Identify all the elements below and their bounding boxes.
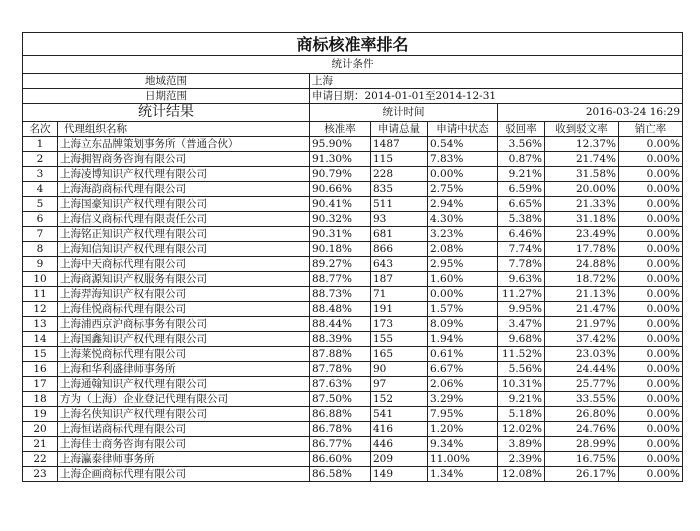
approval-rate-cell: 86.77% <box>310 437 371 452</box>
notice-rate-cell: 21.33% <box>545 197 619 212</box>
rank-cell: 8 <box>23 242 58 257</box>
table-row <box>23 287 683 302</box>
dead-rate-cell: 0.00% <box>619 347 683 362</box>
notice-rate-cell: 21.13% <box>545 287 619 302</box>
pending-rate-cell: 2.75% <box>428 182 498 197</box>
dead-rate-cell: 0.00% <box>619 212 683 227</box>
application-total-cell: 191 <box>371 302 428 317</box>
col-header-name: 代理组织名称 <box>58 122 310 137</box>
dead-rate-cell: 0.00% <box>619 317 683 332</box>
rank-cell: 11 <box>23 287 58 302</box>
org-name-cell: 上海国豪知识产权代理有限公司 <box>58 197 310 212</box>
org-name-cell: 上海羿海知识产权有限公司 <box>58 287 310 302</box>
table-row <box>23 467 683 482</box>
application-total-cell: 835 <box>371 182 428 197</box>
reject-rate-cell: 5.18% <box>498 407 545 422</box>
col-header-reject: 驳回率 <box>498 122 545 137</box>
dead-rate-cell: 0.00% <box>619 257 683 272</box>
rank-cell: 13 <box>23 317 58 332</box>
rank-cell: 17 <box>23 377 58 392</box>
table-row <box>23 302 683 317</box>
pending-rate-cell: 1.60% <box>428 272 498 287</box>
dead-rate-cell: 0.00% <box>619 242 683 257</box>
table-row <box>23 242 683 257</box>
dead-rate-cell: 0.00% <box>619 467 683 482</box>
approval-rate-cell: 87.78% <box>310 362 371 377</box>
notice-rate-cell: 21.97% <box>545 317 619 332</box>
reject-rate-cell: 5.56% <box>498 362 545 377</box>
pending-rate-cell: 4.30% <box>428 212 498 227</box>
rank-cell: 6 <box>23 212 58 227</box>
col-header-notice: 收到驳文率 <box>545 122 619 137</box>
pending-rate-cell: 3.29% <box>428 392 498 407</box>
approval-rate-cell: 86.88% <box>310 407 371 422</box>
approval-rate-cell: 86.60% <box>310 452 371 467</box>
reject-rate-cell: 2.39% <box>498 452 545 467</box>
dead-rate-cell: 0.00% <box>619 137 683 152</box>
org-name-cell: 上海佳士商务咨询有限公司 <box>58 437 310 452</box>
notice-rate-cell: 16.75% <box>545 452 619 467</box>
org-name-cell: 上海莱悦商标代理有限公司 <box>58 347 310 362</box>
rank-cell: 10 <box>23 272 58 287</box>
dead-rate-cell: 0.00% <box>619 152 683 167</box>
approval-rate-cell: 88.77% <box>310 272 371 287</box>
org-name-cell: 上海浦西京沪商标事务有限公司 <box>58 317 310 332</box>
notice-rate-cell: 25.77% <box>545 377 619 392</box>
rank-cell: 4 <box>23 182 58 197</box>
org-name-cell: 上海商源知识产权服务有限公司 <box>58 272 310 287</box>
pending-rate-cell: 0.61% <box>428 347 498 362</box>
approval-rate-cell: 90.66% <box>310 182 371 197</box>
table-row <box>23 422 683 437</box>
rank-cell: 1 <box>23 137 58 152</box>
dead-rate-cell: 0.00% <box>619 182 683 197</box>
rank-cell: 21 <box>23 437 58 452</box>
application-total-cell: 511 <box>371 197 428 212</box>
approval-rate-cell: 88.73% <box>310 287 371 302</box>
pending-rate-cell: 3.23% <box>428 227 498 242</box>
reject-rate-cell: 11.52% <box>498 347 545 362</box>
table-row <box>23 362 683 377</box>
table-row <box>23 317 683 332</box>
table-row <box>23 437 683 452</box>
pending-rate-cell: 0.54% <box>428 137 498 152</box>
approval-rate-cell: 87.63% <box>310 377 371 392</box>
dead-rate-cell: 0.00% <box>619 287 683 302</box>
application-total-cell: 228 <box>371 167 428 182</box>
pending-rate-cell: 1.34% <box>428 467 498 482</box>
org-name-cell: 上海海韵商标代理有限公司 <box>58 182 310 197</box>
application-total-cell: 90 <box>371 362 428 377</box>
notice-rate-cell: 31.18% <box>545 212 619 227</box>
org-name-cell: 上海铭正知识产权代理有限公司 <box>58 227 310 242</box>
org-name-cell: 上海佳悦商标代理有限公司 <box>58 302 310 317</box>
rank-cell: 19 <box>23 407 58 422</box>
pending-rate-cell: 2.06% <box>428 377 498 392</box>
col-header-rank: 名次 <box>23 122 58 137</box>
application-total-cell: 152 <box>371 392 428 407</box>
application-total-cell: 173 <box>371 317 428 332</box>
reject-rate-cell: 9.21% <box>498 392 545 407</box>
reject-rate-cell: 9.21% <box>498 167 545 182</box>
dead-rate-cell: 0.00% <box>619 197 683 212</box>
approval-rate-cell: 90.41% <box>310 197 371 212</box>
rank-cell: 9 <box>23 257 58 272</box>
approval-rate-cell: 95.90% <box>310 137 371 152</box>
reject-rate-cell: 7.74% <box>498 242 545 257</box>
pending-rate-cell: 6.67% <box>428 362 498 377</box>
application-total-cell: 541 <box>371 407 428 422</box>
column-header-row <box>23 122 683 137</box>
pending-rate-cell: 2.08% <box>428 242 498 257</box>
rank-cell: 16 <box>23 362 58 377</box>
notice-rate-cell: 23.03% <box>545 347 619 362</box>
rank-cell: 23 <box>23 467 58 482</box>
date-label: 日期范围 <box>23 89 310 104</box>
table-row <box>23 377 683 392</box>
dead-rate-cell: 0.00% <box>619 422 683 437</box>
org-name-cell: 上海中天商标代理有限公司 <box>58 257 310 272</box>
org-name-cell: 上海国鑫知识产权代理有限公司 <box>58 332 310 347</box>
dead-rate-cell: 0.00% <box>619 332 683 347</box>
notice-rate-cell: 37.42% <box>545 332 619 347</box>
rank-cell: 18 <box>23 392 58 407</box>
application-total-cell: 446 <box>371 437 428 452</box>
approval-rate-cell: 86.58% <box>310 467 371 482</box>
reject-rate-cell: 3.89% <box>498 437 545 452</box>
approval-rate-cell: 91.30% <box>310 152 371 167</box>
application-total-cell: 209 <box>371 452 428 467</box>
rank-cell: 2 <box>23 152 58 167</box>
approval-rate-cell: 90.31% <box>310 227 371 242</box>
application-total-cell: 681 <box>371 227 428 242</box>
rank-cell: 15 <box>23 347 58 362</box>
approval-rate-cell: 90.32% <box>310 212 371 227</box>
reject-rate-cell: 10.31% <box>498 377 545 392</box>
reject-rate-cell: 3.56% <box>498 137 545 152</box>
notice-rate-cell: 24.76% <box>545 422 619 437</box>
table-row <box>23 272 683 287</box>
dead-rate-cell: 0.00% <box>619 362 683 377</box>
pending-rate-cell: 1.94% <box>428 332 498 347</box>
conditions-label: 统计条件 <box>23 56 683 74</box>
table-row <box>23 332 683 347</box>
application-total-cell: 416 <box>371 422 428 437</box>
rank-cell: 20 <box>23 422 58 437</box>
approval-rate-cell: 87.88% <box>310 347 371 362</box>
rank-cell: 5 <box>23 197 58 212</box>
date-value: 申请日期：2014-01-01至2014-12-31 <box>310 89 683 104</box>
notice-rate-cell: 28.99% <box>545 437 619 452</box>
rank-cell: 3 <box>23 167 58 182</box>
dead-rate-cell: 0.00% <box>619 167 683 182</box>
application-total-cell: 1487 <box>371 137 428 152</box>
col-header-total: 申请总量 <box>371 122 428 137</box>
pending-rate-cell: 8.09% <box>428 317 498 332</box>
org-name-cell: 上海知信知识产权代理有限公司 <box>58 242 310 257</box>
table-row <box>23 137 683 152</box>
results-label: 统计结果 <box>23 104 310 122</box>
approval-rate-cell: 86.78% <box>310 422 371 437</box>
org-name-cell: 上海企画商标代理有限公司 <box>58 467 310 482</box>
reject-rate-cell: 9.95% <box>498 302 545 317</box>
table-row <box>23 227 683 242</box>
org-name-cell: 方为（上海）企业登记代理有限公司 <box>58 392 310 407</box>
application-total-cell: 97 <box>371 377 428 392</box>
org-name-cell: 上海和华利盛律师事务所 <box>58 362 310 377</box>
dead-rate-cell: 0.00% <box>619 437 683 452</box>
org-name-cell: 上海瀛泰律师事务所 <box>58 452 310 467</box>
dead-rate-cell: 0.00% <box>619 227 683 242</box>
application-total-cell: 93 <box>371 212 428 227</box>
stat-time-value: 2016-03-24 16:29 <box>498 104 683 122</box>
rank-cell: 12 <box>23 302 58 317</box>
reject-rate-cell: 3.47% <box>498 317 545 332</box>
notice-rate-cell: 26.17% <box>545 467 619 482</box>
notice-rate-cell: 26.80% <box>545 407 619 422</box>
org-name-cell: 上海拥智商务咨询有限公司 <box>58 152 310 167</box>
reject-rate-cell: 9.63% <box>498 272 545 287</box>
reject-rate-cell: 6.65% <box>498 197 545 212</box>
pending-rate-cell: 1.57% <box>428 302 498 317</box>
table-row <box>23 182 683 197</box>
application-total-cell: 71 <box>371 287 428 302</box>
application-total-cell: 165 <box>371 347 428 362</box>
pending-rate-cell: 7.83% <box>428 152 498 167</box>
dead-rate-cell: 0.00% <box>619 272 683 287</box>
reject-rate-cell: 5.38% <box>498 212 545 227</box>
notice-rate-cell: 33.55% <box>545 392 619 407</box>
table-row <box>23 212 683 227</box>
org-name-cell: 上海凌博知识产权代理有限公司 <box>58 167 310 182</box>
approval-rate-cell: 87.50% <box>310 392 371 407</box>
application-total-cell: 187 <box>371 272 428 287</box>
rank-cell: 22 <box>23 452 58 467</box>
application-total-cell: 155 <box>371 332 428 347</box>
notice-rate-cell: 17.78% <box>545 242 619 257</box>
table-row <box>23 392 683 407</box>
reject-rate-cell: 0.87% <box>498 152 545 167</box>
notice-rate-cell: 24.88% <box>545 257 619 272</box>
reject-rate-cell: 12.08% <box>498 467 545 482</box>
application-total-cell: 643 <box>371 257 428 272</box>
ranking-table <box>22 32 683 482</box>
org-name-cell: 上海立东品牌策划事务所（普通合伙） <box>58 137 310 152</box>
table-row <box>23 152 683 167</box>
org-name-cell: 上海恒诺商标代理有限公司 <box>58 422 310 437</box>
rank-cell: 7 <box>23 227 58 242</box>
reject-rate-cell: 6.46% <box>498 227 545 242</box>
reject-rate-cell: 12.02% <box>498 422 545 437</box>
org-name-cell: 上海通翰知识产权代理有限公司 <box>58 377 310 392</box>
approval-rate-cell: 90.79% <box>310 167 371 182</box>
col-header-pending: 申请中状态 <box>428 122 498 137</box>
dead-rate-cell: 0.00% <box>619 377 683 392</box>
notice-rate-cell: 31.58% <box>545 167 619 182</box>
table-row <box>23 257 683 272</box>
org-name-cell: 上海名侠知识产权代理有限公司 <box>58 407 310 422</box>
region-label: 地域范围 <box>23 74 310 89</box>
pending-rate-cell: 11.00% <box>428 452 498 467</box>
application-total-cell: 866 <box>371 242 428 257</box>
dead-rate-cell: 0.00% <box>619 392 683 407</box>
notice-rate-cell: 12.37% <box>545 137 619 152</box>
notice-rate-cell: 21.47% <box>545 302 619 317</box>
pending-rate-cell: 0.00% <box>428 167 498 182</box>
application-total-cell: 115 <box>371 152 428 167</box>
pending-rate-cell: 0.00% <box>428 287 498 302</box>
reject-rate-cell: 11.27% <box>498 287 545 302</box>
notice-rate-cell: 23.49% <box>545 227 619 242</box>
pending-rate-cell: 7.95% <box>428 407 498 422</box>
pending-rate-cell: 2.94% <box>428 197 498 212</box>
notice-rate-cell: 24.44% <box>545 362 619 377</box>
reject-rate-cell: 9.68% <box>498 332 545 347</box>
rank-cell: 14 <box>23 332 58 347</box>
table-row <box>23 197 683 212</box>
org-name-cell: 上海信义商标代理有限责任公司 <box>58 212 310 227</box>
reject-rate-cell: 6.59% <box>498 182 545 197</box>
approval-rate-cell: 88.39% <box>310 332 371 347</box>
dead-rate-cell: 0.00% <box>619 452 683 467</box>
dead-rate-cell: 0.00% <box>619 302 683 317</box>
notice-rate-cell: 18.72% <box>545 272 619 287</box>
dead-rate-cell: 0.00% <box>619 407 683 422</box>
col-header-approval: 核准率 <box>310 122 371 137</box>
pending-rate-cell: 9.34% <box>428 437 498 452</box>
notice-rate-cell: 20.00% <box>545 182 619 197</box>
region-value: 上海 <box>310 74 683 89</box>
application-total-cell: 149 <box>371 467 428 482</box>
approval-rate-cell: 88.48% <box>310 302 371 317</box>
approval-rate-cell: 88.44% <box>310 317 371 332</box>
notice-rate-cell: 21.74% <box>545 152 619 167</box>
table-row <box>23 452 683 467</box>
approval-rate-cell: 90.18% <box>310 242 371 257</box>
stat-time-label: 统计时间 <box>310 104 498 122</box>
reject-rate-cell: 7.78% <box>498 257 545 272</box>
table-row <box>23 407 683 422</box>
pending-rate-cell: 2.95% <box>428 257 498 272</box>
col-header-dead: 销亡率 <box>619 122 683 137</box>
pending-rate-cell: 1.20% <box>428 422 498 437</box>
report-title: 商标核准率排名 <box>23 33 683 56</box>
approval-rate-cell: 89.27% <box>310 257 371 272</box>
table-row <box>23 347 683 362</box>
table-row <box>23 167 683 182</box>
